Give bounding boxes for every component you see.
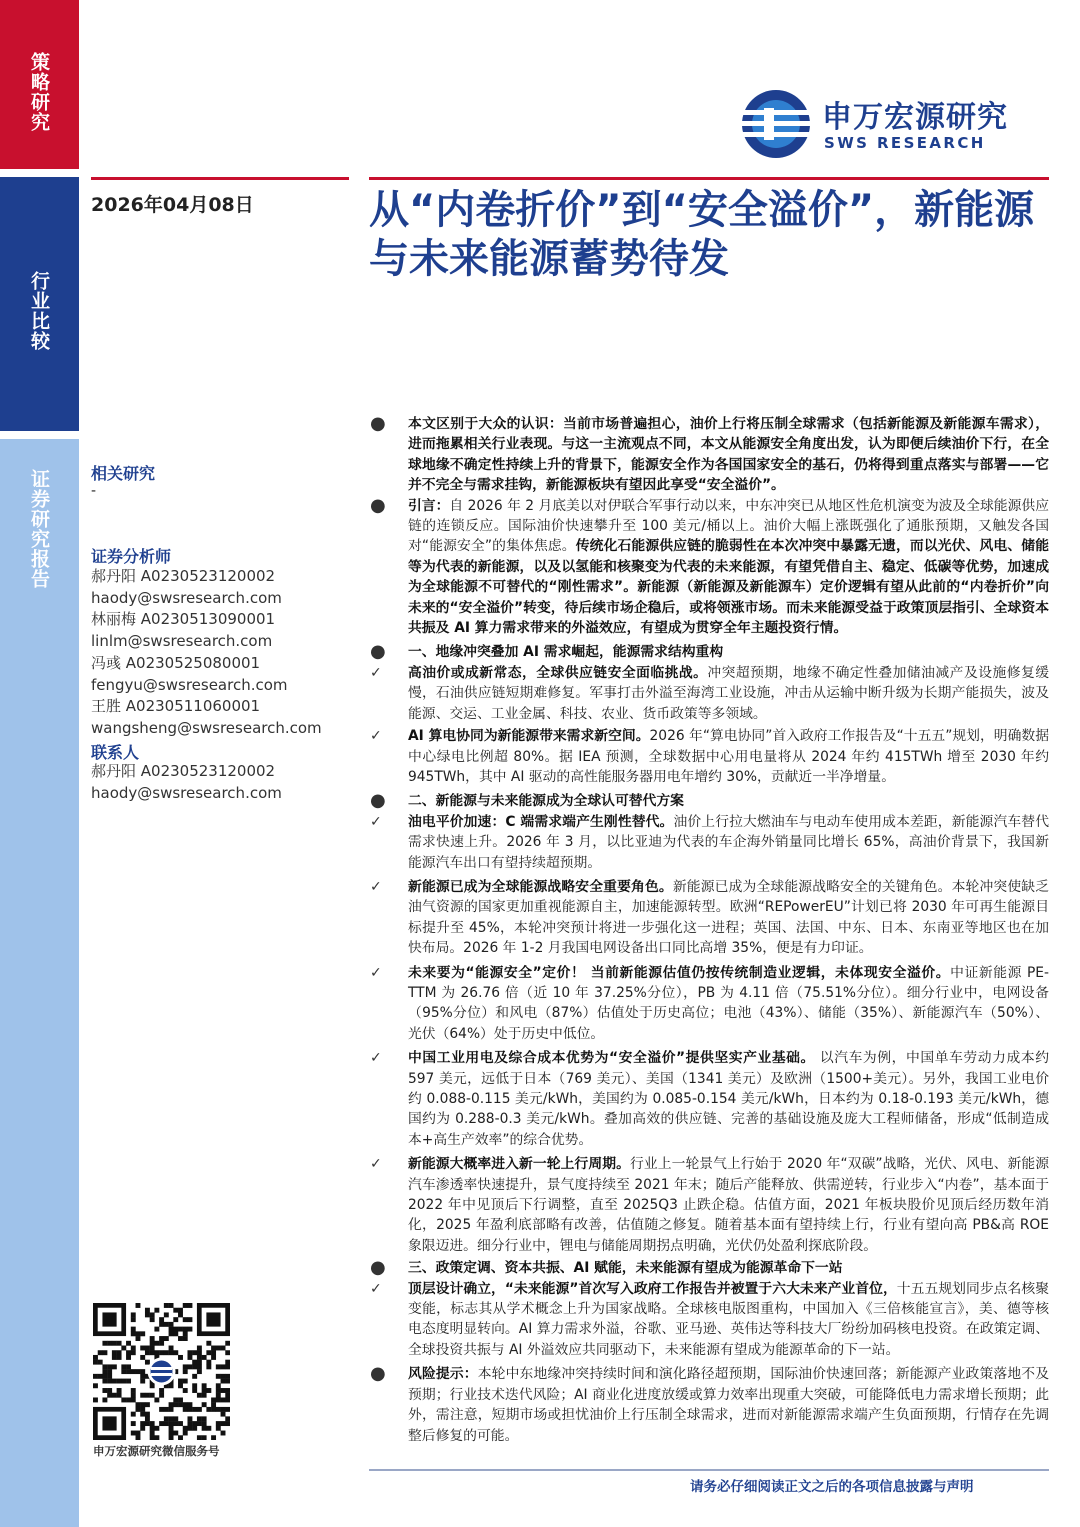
bullet-text: [408, 1154, 1049, 1256]
analyst-line: wangsheng@swsresearch.com: [91, 718, 322, 737]
sws-globe-icon: [740, 88, 812, 160]
bullet-text: [408, 726, 1049, 787]
summary-bullets: [369, 414, 1049, 1446]
bullet-bold-text: 高油价或成新常态，全球供应链安全面临挑战。: [408, 664, 708, 681]
checkmark-icon: ✓: [370, 964, 382, 981]
bullet-item: [369, 1364, 1049, 1446]
bullet-plain-text: 中证新能源 PE-TTM 为 26.76 倍（近 10 年 37.25%分位），PB 为 4.11 倍（75.51%分位）。细分行业中，电网设备（95%分位）和风电（87%）估值处于历史高位；电池（43%）、储能（35%）、新能源汽车（50%）、光伏（64%）处于历史中低位。: [408, 964, 1050, 1042]
check-item: [369, 1154, 1049, 1256]
bullet-plain-text: 行业上一轮景气上行始于 2020 年“双碳”战略，光伏、风电、新能源汽车渗透率快速提升，景气度持续至 2021 年末；随后产能释放、供需逆转，行业步入“内卷”，基本面于 2022 年中见顶后下行调整，直至 2025Q3 止跌企稳。估值方面，2021 年板块股价见顶后经历数年消化，2025 年盈利底部略有改善，估值随之修复。随着基本面有望持续上行，行业有望向高 PB&高 ROE 象限迈进。细分行业中，锂电与储能周期拐点明确，光伏仍处盈利探底阶段。: [408, 1156, 1050, 1254]
contact-line: haody@swsresearch.com: [91, 783, 282, 802]
bullet-icon: ●: [370, 1363, 386, 1385]
contact-line: 郝丹阳 A0230523120002: [91, 762, 276, 780]
analyst-line: 林丽梅 A0230513090001: [91, 610, 276, 629]
bullet-bold-text: 传统化石能源供应链的脆弱性在本次冲突中暴露无遗，而以光伏、风电、储能等为代表的新能源，以及以氢能和核聚变为代表的未来能源，有望凭借自主、稳定、低碳等优势，加速成为全球能源不可替代的“刚性需求”。新能源（新能源及新能源车）定价逻辑有望从此前的“内卷折价”向未来的“安全溢价”转变，待后续市场企稳后，或将领涨市场。而未来能源受益于政策顶层指引、全球资本共振及 AI 算力需求带来的外溢效应，有望成为贯穿全年主题投资行情。: [408, 538, 1050, 637]
sidebar-report-band: [0, 439, 79, 1527]
report-title: 从“内卷折价”到“安全溢价”，新能源与未来能源蓄势待发: [369, 187, 1035, 282]
analyst-line: 王胜 A0230511060001: [91, 697, 261, 716]
bullet-bold-text: 新能源大概率进入新一轮上行周期。: [408, 1156, 630, 1173]
bullet-bold-text: 未来要为“能源安全”定价！ 当前新能源估值仍按传统制造业逻辑，未体现安全溢价。: [408, 964, 951, 981]
qr-caption: 申万宏源研究微信服务号: [93, 1444, 220, 1458]
checkmark-icon: ✓: [370, 878, 382, 895]
check-item: [369, 812, 1049, 873]
sws-logo: [740, 88, 1040, 160]
bullet-icon: ●: [370, 790, 386, 812]
analyst-line: fengyu@swsresearch.com: [91, 675, 288, 694]
bullet-bold-text: 风险提示：: [408, 1366, 478, 1383]
checkmark-icon: ✓: [370, 1156, 382, 1173]
footer-divider: [369, 1469, 1049, 1471]
bullet-text: [408, 812, 1049, 873]
check-item: [369, 663, 1049, 724]
sidebar-report-label: 证券研究报告: [28, 469, 50, 589]
bullet-plain-text: 新能源已成为全球能源战略安全的关键角色。本轮冲突使缺乏油气资源的国家更加重视能源自主，加速能源转型。欧洲“REPowerEU”计划已将 2030 年可再生能源目标提升至 45%，本轮冲突预计将进一步强化这一进程；英国、法国、中东、日本、东南亚等地区也在加快布局。2026 年 1-2 月我国电网设备出口同比高增 35%，便是有力印证。: [408, 878, 1050, 957]
bullet-text: [408, 414, 1049, 496]
qr-code-icon: [93, 1303, 230, 1440]
bullet-text: [408, 877, 1049, 959]
bullet-item: [369, 642, 1049, 662]
bullet-bold-text: 引言：: [408, 497, 450, 514]
bullet-text: [408, 1364, 1049, 1446]
bullet-item: [369, 496, 1049, 639]
bullet-item: [369, 414, 1049, 496]
bullet-text: [408, 496, 1049, 639]
bullet-bold-text: 顶层设计确立，“未来能源”首次写入政府工作报告并被置于六大未来产业首位，: [408, 1280, 897, 1297]
left-divider: [91, 177, 349, 180]
bullet-plain-text: 2026 年“算电协同”首入政府工作报告及“十五五”规划，明确数据中心绿电比例超 80%。据 IEA 预测，全球数据中心用电量将从 2024 年约 415TWh 增至 2030 年约 945TWh，其中 AI 驱动的高性能服务器用电年增约 30%，贡献近一半净增量。: [408, 728, 1049, 785]
sidebar-strategy-band: [0, 0, 79, 169]
checkmark-icon: ✓: [370, 813, 382, 830]
report-date: 2026年04月08日: [91, 194, 254, 216]
analyst-line: haody@swsresearch.com: [91, 588, 282, 607]
bullet-plain-text: 自 2026 年 2 月底美以对伊联合军事行动以来，中东冲突已从地区性危机演变为波及全球能源供应链的连锁反应。国际油价快速攀升至 100 美元/桶以上。油价大幅上涨既强化了通胀预期，又触发各国对“能源安全”的集体焦虑。: [408, 497, 1050, 555]
related-research-label: 相关研究: [91, 464, 156, 483]
bullet-text: [408, 1258, 1049, 1278]
bullet-bold-text: 中国工业用电及综合成本优势为“安全溢价”提供坚实产业基础。: [408, 1050, 815, 1067]
disclaimer-footer: 请务必仔细阅读正文之后的各项信息披露与声明: [690, 1479, 974, 1495]
title-divider: [369, 177, 1049, 180]
bullet-bold-text: 二、新能源与未来能源成为全球认可替代方案: [408, 793, 684, 810]
related-research-value: -: [91, 483, 97, 499]
bullet-icon: ●: [370, 413, 386, 434]
bullet-plain-text: 冲突超预期，地缘不确定性叠加储油减产及设施修复缓慢，石油供应链短期难修复。军事打击外溢至海湾工业设施，冲击从运输中断升级为长期产能损失，波及能源、交运、工业金属、科技、农业、货币政策等多领域。: [408, 664, 1050, 722]
bullet-plain-text: 以汽车为例，中国单车劳动力成本约 597 美元，远低于日本（769 美元）、美国（1341 美元）及欧洲（1500+美元）。另外，我国工业电价约 0.088-0.115 美元/kWh，美国约为 0.085-0.154 美元/kWh，日本约为 0.18-0.193 美元/kWh，德国约为 0.288-0.3 美元/kWh。叠加高效的供应链、完善的基础设施及庞大工程师储备，形成“低制造成本+高生产效率”的综合优势。: [408, 1050, 1050, 1148]
bullet-icon: ●: [370, 1257, 386, 1279]
sidebar-industry-band: [0, 177, 79, 431]
bullet-item: [369, 791, 1049, 811]
bullet-plain-text: 本轮中东地缘冲突持续时间和演化路径超预期，国际油价快速回落；新能源产业政策落地不及预期；行业技术迭代风险；AI 商业化进度放缓或算力效率出现重大突破，可能降低电力需求增长预期；此外，需注意，短期市场或担忧油价上行压制全球需求，进而对新能源需求端产生负面预期，行情存在先调整后修复的可能。: [408, 1366, 1050, 1444]
bullet-icon: ●: [370, 641, 386, 663]
bullet-bold-text: 油电平价加速：C 端需求端产生刚性替代。: [408, 813, 674, 830]
bullet-bold-text: 一、地缘冲突叠加 AI 需求崛起，能源需求结构重构: [408, 644, 724, 661]
sidebar-strategy-label: 策略研究: [28, 52, 50, 132]
check-item: [369, 1279, 1049, 1361]
bullet-item: [369, 1258, 1049, 1278]
analyst-line: linlm@swsresearch.com: [91, 632, 273, 651]
sidebar-industry-label: 行业比较: [28, 271, 50, 351]
check-item: [369, 1048, 1049, 1150]
bullet-text: [408, 1048, 1049, 1150]
contact-list: [91, 761, 282, 804]
logo-cn-text: 申万宏源研究: [822, 100, 1008, 135]
bullet-icon: ●: [370, 494, 386, 516]
check-item: [369, 726, 1049, 787]
checkmark-icon: ✓: [370, 1050, 382, 1067]
checkmark-icon: ✓: [370, 664, 382, 681]
bullet-bold-text: AI 算电协同为新能源带来需求新空间。: [408, 728, 650, 745]
bullet-plain-text: 十五五规划同步点名核聚变能，标志其从学术概念上升为国家战略。全球核电版图重构，中国加入《三倍核能宣言》，美、德等核电态度明显转向。AI 算力需求外溢，谷歌、亚马逊、英伟达等科技大厂纷纷加码核电投资。在政策定调、全球投资共振与 AI 外溢效应共同驱动下，未来能源有望成为能源革命的下一站。: [408, 1280, 1049, 1358]
check-item: [369, 877, 1049, 959]
contact-label: 联系人: [91, 743, 140, 762]
bullet-bold-text: 三、政策定调、资本共振、AI 赋能，未来能源有望成为能源革命下一站: [408, 1260, 843, 1277]
bullet-text: [408, 791, 1049, 811]
bullet-bold-text: 新能源已成为全球能源战略安全重要角色。: [408, 878, 673, 895]
bullet-text: [408, 663, 1049, 724]
analyst-line: 冯彧 A0230525080001: [91, 653, 261, 672]
analyst-line: 郝丹阳 A0230523120002: [91, 567, 276, 585]
check-item: [369, 963, 1049, 1045]
bullet-text: [408, 642, 1049, 662]
bullet-bold-text: 本文区别于大众的认识：当前市场普遍担心，油价上行将压制全球需求（包括新能源及新能源车需求），进而拖累相关行业表现。与这一主流观点不同，本文从能源安全角度出发，认为即便后续油价下行，在全球地缘不确定性持续上升的背景下，能源安全作为各国国家安全的基石，仍将得到重点落实与部署——它并不完全与需求挂钩，新能源板块有望因此享受“安全溢价”。: [408, 416, 1049, 494]
bullet-text: [408, 1279, 1049, 1361]
bullet-plain-text: 油价上行拉大燃油车与电动车使用成本差距，新能源汽车替代需求快速上升。2026 年 3 月，以比亚迪为代表的车企海外销量同比增长 65%，高油价背景下，我国新能源汽车出口有望持续超预期。: [408, 813, 1049, 871]
analysts-list: [91, 566, 322, 740]
analysts-label: 证券分析师: [91, 547, 172, 566]
checkmark-icon: ✓: [370, 728, 382, 745]
logo-en-text: SWS RESEARCH: [824, 134, 986, 152]
wechat-qr-code: [93, 1303, 230, 1440]
bullet-text: [408, 963, 1049, 1045]
checkmark-icon: ✓: [370, 1280, 382, 1297]
